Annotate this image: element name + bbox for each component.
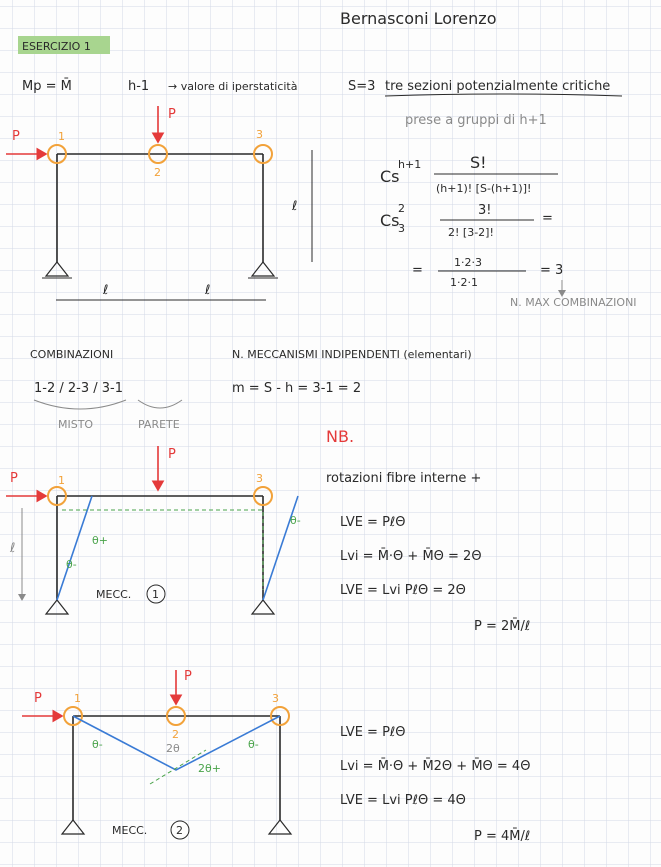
mec2-node-1: 1	[74, 692, 81, 705]
node-3-label: 3	[256, 128, 263, 141]
mp-equation: Mp = M̄	[22, 79, 72, 94]
mec2-eq3: LVE = Lvi PℓΘ = 4Θ	[340, 793, 466, 808]
mec2-theta-center: 2θ	[166, 742, 180, 755]
span-right-label: ℓ	[205, 283, 211, 298]
mec1-node-1: 1	[58, 474, 65, 487]
cs3-sup: 2	[398, 202, 405, 215]
mec1-label: MECC.	[96, 588, 132, 601]
cs3-sub: 3	[398, 222, 405, 235]
mec2-theta-left: θ-	[92, 738, 103, 751]
nb-note: rotazioni fibre interne +	[326, 471, 482, 486]
frac-result: = 3	[540, 263, 564, 278]
mec2-eq2: Lvi = M̄·Θ + M̄2Θ + M̄Θ = 4Θ	[340, 759, 531, 774]
node-2-label: 2	[154, 166, 161, 179]
combinations-items: 1-2 / 2-3 / 3-1	[34, 381, 123, 396]
mechanisms-title: N. MECCANISMI INDIPENDENTI (elementari)	[232, 348, 472, 361]
cs-denominator: (h+1)! [S-(h+1)]!	[436, 182, 532, 195]
cs3-lhs: Cs	[380, 211, 400, 230]
mec1-load-p-top: P	[168, 447, 176, 462]
max-combinations-note: N. MAX COMBINAZIONI	[510, 296, 637, 309]
frac-equals: =	[412, 263, 423, 278]
cs-sup: h+1	[398, 158, 422, 171]
cs3-equals: =	[542, 211, 553, 226]
mec1-eq2: Lvi = M̄·Θ + M̄Θ = 2Θ	[340, 549, 482, 564]
mec1-theta-plus: θ+	[92, 534, 108, 547]
mec2-eq4: P = 4M̄/ℓ	[474, 829, 531, 844]
load-p-left: P	[12, 129, 20, 144]
mec1-eq3: LVE = Lvi PℓΘ = 2Θ	[340, 583, 466, 598]
frac-denominator: 1·2·1	[450, 276, 478, 289]
s-equation: S=3	[348, 79, 376, 94]
cs-numerator: S!	[470, 153, 487, 172]
cs3-numerator: 3!	[478, 203, 492, 218]
parete-label: PARETE	[138, 418, 180, 431]
mechanisms-equation: m = S - h = 3-1 = 2	[232, 381, 362, 396]
mec2-load-p-left: P	[34, 691, 42, 706]
mec1-eq4: P = 2M̄/ℓ	[474, 619, 531, 634]
mec2-load-p-top: P	[184, 669, 192, 684]
nb-label: NB.	[326, 427, 355, 446]
mec1-load-p-left: P	[10, 471, 18, 486]
author-name: Bernasconi Lorenzo	[340, 9, 497, 28]
node-1-label: 1	[58, 130, 65, 143]
mec1-eq1: LVE = PℓΘ	[340, 515, 406, 530]
misto-label: MISTO	[58, 418, 94, 431]
mec1-number: 1	[152, 588, 159, 601]
mec2-eq1: LVE = PℓΘ	[340, 725, 406, 740]
h-label: h-1	[128, 79, 150, 94]
exercise-tag: ESERCIZIO 1	[22, 40, 91, 53]
frac-numerator: 1·2·3	[454, 256, 482, 269]
mec2-node-3: 3	[272, 692, 279, 705]
cs-lhs: Cs	[380, 167, 400, 186]
load-p-top: P	[168, 107, 176, 122]
mec2-theta-center-plus: 2θ+	[198, 762, 221, 775]
mec1-theta-minus-right: θ-	[290, 514, 301, 527]
combinations-title: COMBINAZIONI	[30, 348, 114, 361]
cs3-denominator: 2! [3-2]!	[448, 226, 494, 239]
mec2-node-2: 2	[172, 728, 179, 741]
groups-note: prese a gruppi di h+1	[405, 113, 547, 128]
mec2-theta-right: θ-	[248, 738, 259, 751]
mec2-label: MECC.	[112, 824, 148, 837]
mec1-height-label: ℓ	[10, 541, 16, 556]
h-arrow-text: → valore di iperstaticità	[168, 80, 298, 93]
span-left-label: ℓ	[103, 283, 109, 298]
height-label: ℓ	[292, 199, 298, 214]
mec2-number: 2	[176, 824, 183, 837]
mec1-theta-minus-left: θ-	[66, 558, 77, 571]
s-description: tre sezioni potenzialmente critiche	[385, 79, 611, 94]
mec1-node-3: 3	[256, 472, 263, 485]
